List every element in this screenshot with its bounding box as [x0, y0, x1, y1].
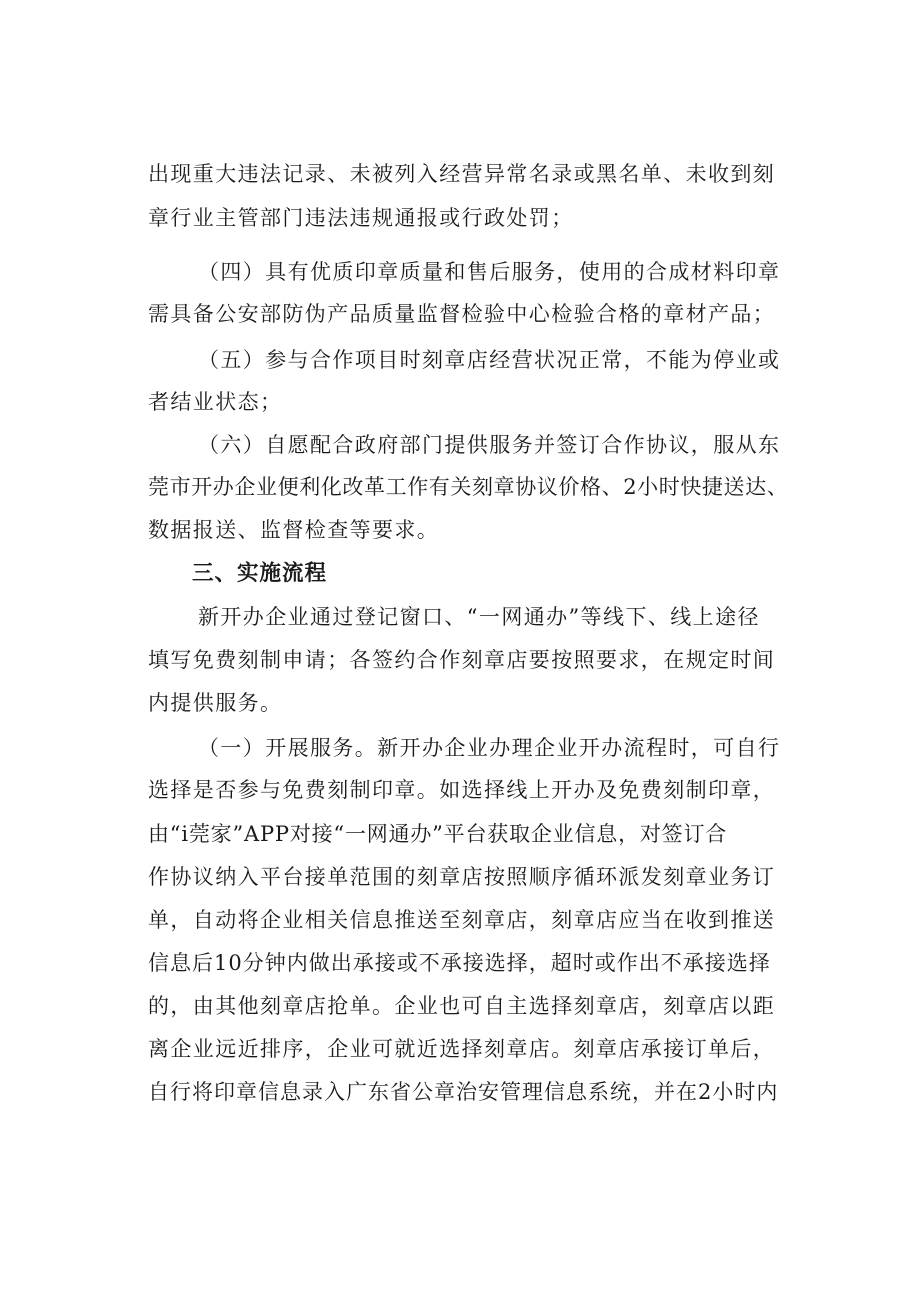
text-line: （六）自愿配合政府部门提供服务并签订合作协议，服从东: [198, 433, 781, 457]
text-line: 需具备公安部防伪产品质量监督检验中心检验合格的章材产品；: [148, 302, 776, 326]
text-line: 单，自动将企业相关信息推送至刻章店，刻章店应当在收到推送: [148, 908, 776, 932]
text-line: 章行业主管部门违法违规通报或行政处罚；: [148, 206, 574, 230]
text-line: 自行将印章信息录入广东省公章治安管理信息系统，并在2小时内: [148, 1080, 779, 1104]
text-line: 由“i莞家”APP对接“一网通办”平台获取企业信息，对签订合: [148, 822, 728, 846]
text-line: 选择是否参与免费刻制印章。如选择线上开办及免费刻制印章，: [148, 778, 776, 802]
text-line: 数据报送、监督检查等要求。: [148, 518, 440, 542]
text-line: 填写免费刻制申请；各签约合作刻章店要按照要求，在规定时间: [148, 648, 776, 672]
section-heading: 三、实施流程: [192, 561, 328, 586]
text-line: 新开办企业通过登记窗口、“一网通办”等线下、线上途径: [198, 605, 760, 629]
text-line: 出现重大违法记录、未被列入经营异常名录或黑名单、未收到刻: [148, 162, 776, 186]
text-line: 莞市开办企业便利化改革工作有关刻章协议价格、2小时快捷送达、: [148, 475, 789, 499]
text-line: 的，由其他刻章店抢单。企业也可自主选择刻章店，刻章店以距: [148, 994, 776, 1018]
text-line: （一）开展服务。新开办企业办理企业开办流程时，可自行: [198, 736, 781, 760]
text-line: （五）参与合作项目时刻章店经营状况正常，不能为停业或: [198, 348, 781, 372]
text-line: 作协议纳入平台接单范围的刻章店按照顺序循环派发刻章业务订: [148, 865, 776, 889]
text-line: 离企业远近排序，企业可就近选择刻章店。刻章店承接订单后，: [148, 1037, 776, 1061]
text-line: 内提供服务。: [148, 691, 283, 715]
text-line: 者结业状态；: [148, 390, 283, 414]
text-line: 信息后10分钟内做出承接或不承接选择，超时或作出不承接选择: [148, 951, 771, 975]
text-line: （四）具有优质印章质量和售后服务，使用的合成材料印章: [198, 260, 781, 284]
